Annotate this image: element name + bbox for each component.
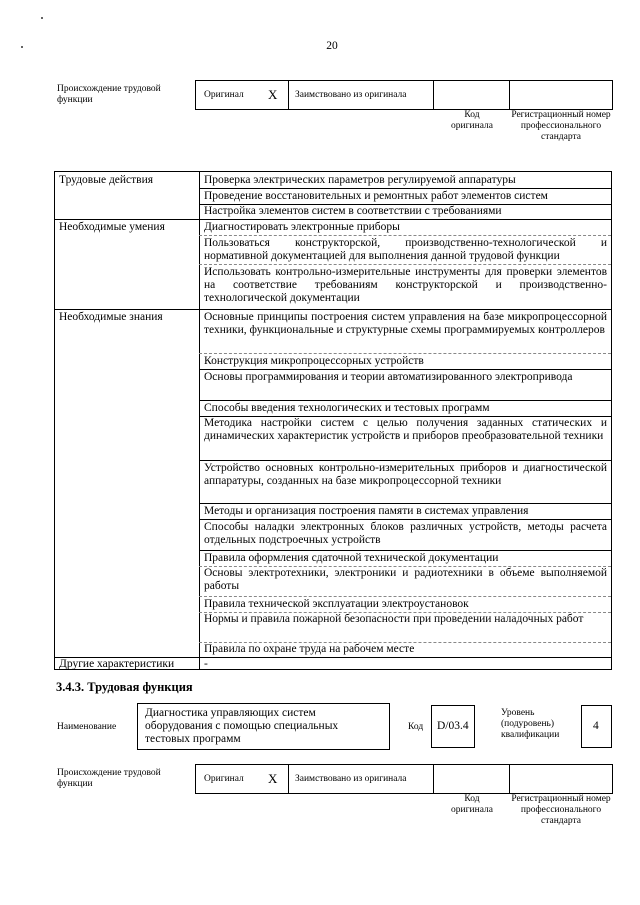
level-value: 4 xyxy=(593,720,599,732)
code-value: D/03.4 xyxy=(437,720,469,732)
original-label: Оригинал xyxy=(204,774,244,784)
level-label: Уровень (подуровень) квалификации xyxy=(501,708,560,740)
level-box xyxy=(581,705,612,748)
knowledge-item: Устройство основных контрольно-измерительных приборов и диагностической аппаратуры, созданных на базе микропроцессорной техники xyxy=(204,462,607,487)
action-item: Проведение восстановительных и ремонтных работ элементов систем xyxy=(204,190,548,202)
function-name-box xyxy=(137,703,390,750)
origin-label: Происхождение трудовой функции xyxy=(57,768,161,789)
knowledge-item: Правила технической эксплуатации электроустановок xyxy=(204,598,469,610)
knowledge-item: Основные принципы построения систем управления на базе микропроцессорной техники, функциональные и структурные схемы программируемых контроллеров xyxy=(204,311,607,336)
origin-table xyxy=(195,80,613,110)
original-mark: X xyxy=(268,87,278,102)
knowledge-label: Необходимые знания xyxy=(59,311,163,323)
scan-speck xyxy=(41,17,43,19)
actions-label: Трудовые действия xyxy=(59,174,154,186)
knowledge-item: Основы электротехники, электроники и радиотехники в объеме выполняемой работы xyxy=(204,567,607,592)
knowledge-item: Нормы и правила пожарной безопасности при проведении наладочных работ xyxy=(204,613,584,625)
reg-caption: Регистрационный номер профессионального стандарта xyxy=(511,794,611,826)
knowledge-item: Основы программирования и теории автоматизированного электропривода xyxy=(204,371,573,383)
labor-function-table xyxy=(54,171,612,670)
other-value: - xyxy=(204,658,208,670)
code-box xyxy=(431,705,475,748)
knowledge-item: Конструкция микропроцессорных устройств xyxy=(204,355,424,367)
skill-item: Использовать контрольно-измерительные инструменты для проверки элементов на соответствие требованиям конструкторской и производственно-технологической документации xyxy=(204,266,607,304)
skill-item: Диагностировать электронные приборы xyxy=(204,221,400,233)
knowledge-item: Способы введения технологических и тестовых программ xyxy=(204,402,490,414)
code-label: Код xyxy=(408,722,424,732)
function-name-value: Диагностика управляющих систем оборудования с помощью специальных тестовых программ xyxy=(145,707,339,745)
section-heading: 3.4.3. Трудовая функция xyxy=(56,680,193,694)
action-item: Настройка элементов систем в соответствии с требованиями xyxy=(204,205,502,217)
borrowed-label: Заимствовано из оригинала xyxy=(295,90,407,100)
origin-table xyxy=(195,764,613,794)
knowledge-item: Методика настройки систем с целью получения заданных статических и динамических характеристик устройств и приборов преобразовательной техники xyxy=(204,417,607,442)
other-label: Другие характеристики xyxy=(59,658,175,670)
borrowed-label: Заимствовано из оригинала xyxy=(295,774,407,784)
knowledge-item: Правила оформления сдаточной технической документации xyxy=(204,552,499,564)
scan-speck xyxy=(21,46,23,48)
knowledge-item: Методы и организация построения памяти в системах управления xyxy=(204,505,529,517)
knowledge-item: Правила по охране труда на рабочем месте xyxy=(204,643,415,655)
code-caption: Код оригинала xyxy=(451,794,493,815)
origin-label: Происхождение трудовой функции xyxy=(57,84,161,105)
skills-label: Необходимые умения xyxy=(59,221,165,233)
skill-item: Пользоваться конструкторской, производственно-технологической и нормативной документацией для выполнения данной трудовой функции xyxy=(204,237,607,262)
knowledge-item: Способы наладки электронных блоков различных устройств, методы расчета отдельных подстроечных устройств xyxy=(204,521,607,546)
name-label: Наименование xyxy=(57,722,117,732)
reg-caption: Регистрационный номер профессионального стандарта xyxy=(511,110,611,142)
original-label: Оригинал xyxy=(204,90,244,100)
action-item: Проверка электрических параметров регулируемой аппаратуры xyxy=(204,174,516,186)
original-mark: X xyxy=(268,771,278,786)
code-caption: Код оригинала xyxy=(451,110,493,131)
page-number: 20 xyxy=(326,40,338,52)
